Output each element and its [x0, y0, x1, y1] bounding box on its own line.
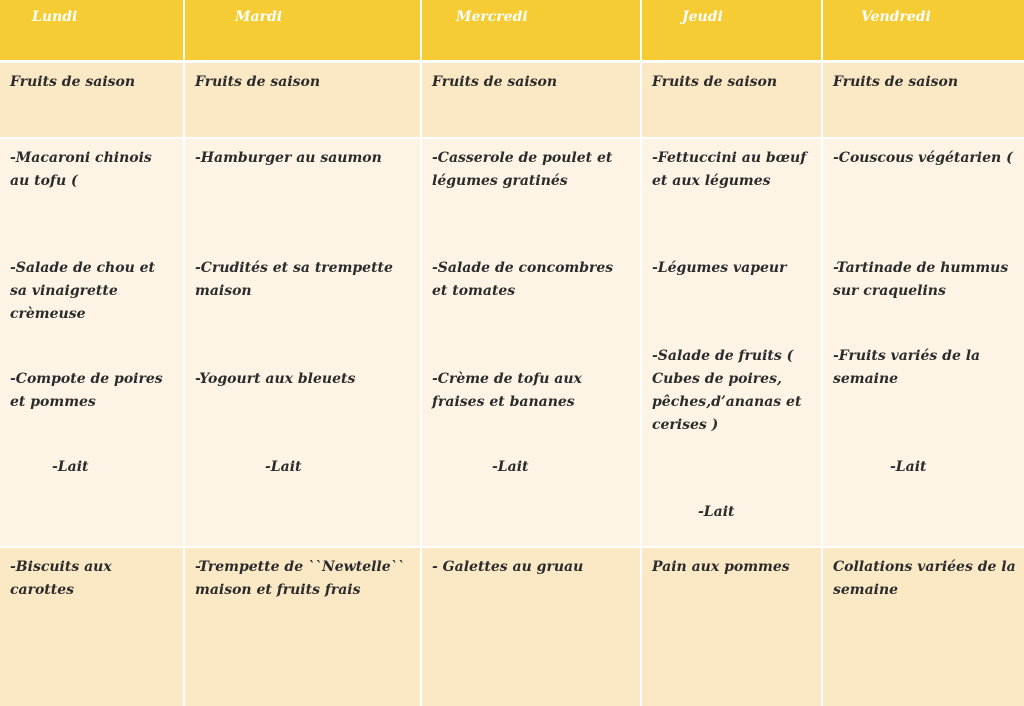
lunch-drink: -Lait: [890, 459, 927, 475]
lunch-dessert: -Yogourt aux bleuets: [195, 371, 356, 387]
lunch-mardi: [185, 139, 420, 548]
lunch-lundi: [0, 139, 183, 548]
lunch-dessert: -Crème de tofu aux fraises et bananes: [432, 371, 582, 410]
lunch-drink: -Lait: [698, 504, 735, 520]
morning-snack-vendredi: Fruits de saison: [823, 63, 1024, 139]
day-label: Lundi: [32, 9, 78, 25]
lunch-side: -Salade de chou et sa vinaigrette crèmeuse: [10, 260, 155, 322]
afternoon-snack-jeudi: Pain aux pommes: [642, 548, 821, 706]
afternoon-snack-lundi: -Biscuits aux carottes: [0, 548, 183, 706]
day-label: Mardi: [235, 9, 283, 25]
lunch-mercredi: [422, 139, 640, 548]
lunch-main: -Casserole de poulet et légumes gratinés: [432, 150, 613, 189]
afternoon-snack-mardi: -Trempette de ``Newtelle`` maison et fruits frais: [185, 548, 420, 706]
lunch-jeudi: [642, 139, 821, 548]
header-lundi: [0, 0, 183, 63]
lunch-dessert: -Salade de fruits ( Cubes de poires, pêches,d’ananas et cerises ): [652, 348, 802, 433]
header-jeudi: [642, 0, 821, 63]
lunch-main: -Fettuccini au bœuf et aux légumes: [652, 150, 807, 189]
morning-snack-lundi: Fruits de saison: [0, 63, 183, 139]
day-label: Jeudi: [682, 9, 723, 25]
afternoon-snack-mercredi: - Galettes au gruau: [422, 548, 640, 706]
lunch-main: -Couscous végétarien (: [833, 150, 1013, 166]
lunch-drink: -Lait: [265, 459, 302, 475]
lunch-side: -Salade de concombres et tomates: [432, 260, 614, 299]
lunch-main: -Macaroni chinois au tofu (: [10, 150, 152, 189]
day-label: Mercredi: [456, 9, 528, 25]
header-mardi: [185, 0, 420, 63]
header-vendredi: [823, 0, 1024, 63]
lunch-side: -Légumes vapeur: [652, 260, 787, 276]
morning-snack-jeudi: Fruits de saison: [642, 63, 821, 139]
header-mercredi: [422, 0, 640, 63]
morning-snack-mercredi: Fruits de saison: [422, 63, 640, 139]
lunch-vendredi: [823, 139, 1024, 548]
morning-snack-mardi: Fruits de saison: [185, 63, 420, 139]
afternoon-snack-vendredi: Collations variées de la semaine: [823, 548, 1024, 706]
lunch-drink: -Lait: [492, 459, 529, 475]
lunch-dessert: -Fruits variés de la semaine: [833, 348, 981, 387]
day-label: Vendredi: [861, 9, 931, 25]
lunch-main: -Hamburger au saumon: [195, 150, 382, 166]
lunch-side: -Crudités et sa trempette maison: [195, 260, 393, 299]
lunch-drink: -Lait: [52, 459, 89, 475]
lunch-dessert: -Compote de poires et pommes: [10, 371, 163, 410]
lunch-side: -Tartinade de hummus sur craquelins: [833, 260, 1009, 299]
